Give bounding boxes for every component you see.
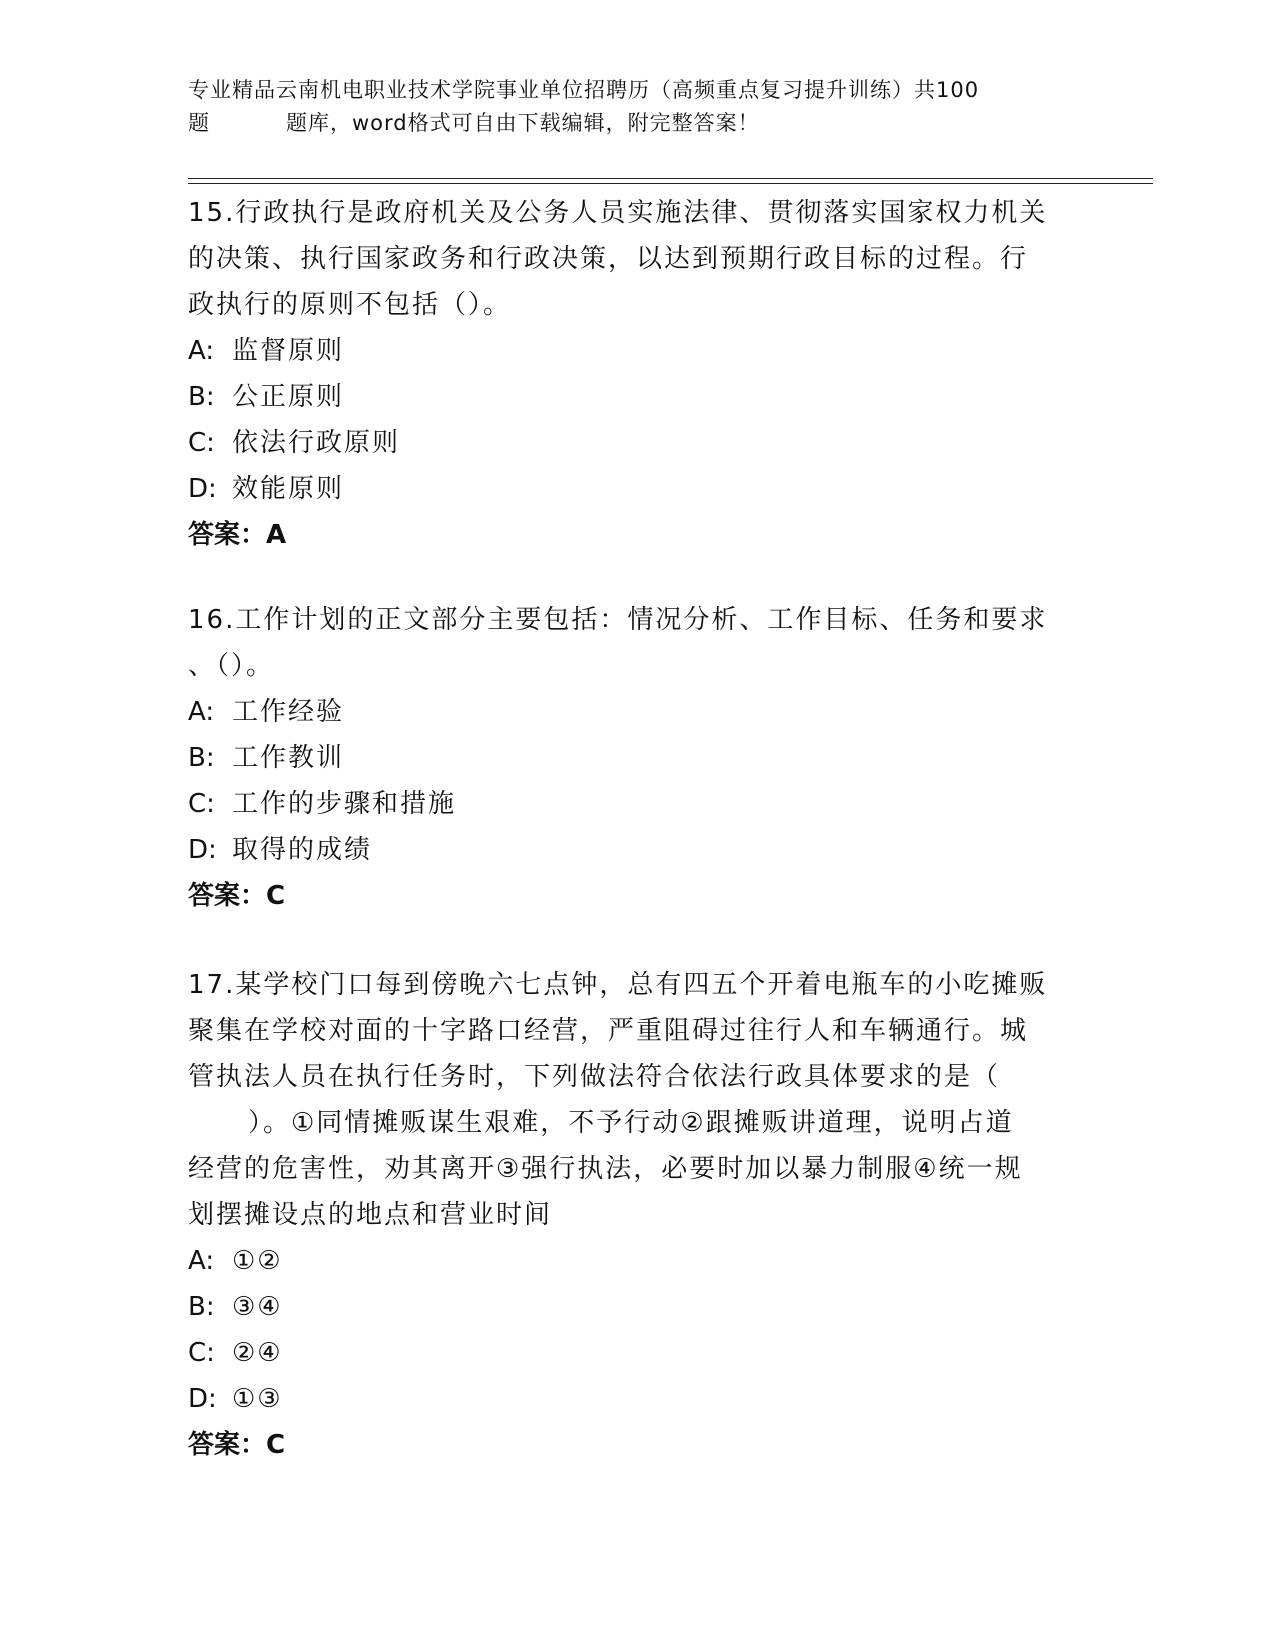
- option-d: [188, 1376, 1088, 1422]
- question-text-line: 经营的危害性，劝其离开③强行执法，必要时加以暴力制服④统一规: [188, 1154, 1023, 1184]
- option-c: [188, 781, 1088, 827]
- document-header: [188, 74, 1088, 140]
- option-text: ③④: [232, 1292, 283, 1322]
- question-text-line: 17.某学校门口每到傍晚六七点钟，总有四五个开着电瓶车的小吃摊贩: [188, 970, 1048, 1000]
- header-title-line1: 专业精品云南机电职业技术学院事业单位招聘历（高频重点复习提升训练）共100: [188, 78, 980, 102]
- header-title-line2: [188, 107, 1088, 140]
- answer-line: 答案：C: [188, 881, 286, 911]
- option-key: A:: [188, 1246, 215, 1276]
- question-text-line: 15.行政执行是政府机关及公务人员实施法律、贯彻落实国家权力机关: [188, 198, 1048, 228]
- option-text: 公正原则: [232, 382, 345, 412]
- option-b: [188, 374, 1088, 420]
- option-key: D:: [188, 1384, 217, 1414]
- question-text-line: 管执法人员在执行任务时，下列做法符合依法行政具体要求的是（: [188, 1062, 1001, 1092]
- option-b: [188, 735, 1088, 781]
- option-text: 工作教训: [232, 743, 345, 773]
- option-key: A:: [188, 336, 215, 366]
- question-text-line: 划摆摊设点的地点和营业时间: [188, 1200, 553, 1230]
- header-divider-bottom: [188, 183, 1153, 184]
- option-a: [188, 1238, 1088, 1284]
- option-c: [188, 1330, 1088, 1376]
- option-key: B:: [188, 382, 215, 412]
- option-key: D:: [188, 474, 217, 504]
- option-text: 效能原则: [232, 474, 345, 504]
- option-text: ①③: [232, 1384, 283, 1414]
- option-a: [188, 689, 1088, 735]
- question-15: [188, 190, 1088, 558]
- option-text: 工作的步骤和措施: [232, 789, 457, 819]
- option-key: C:: [188, 1338, 215, 1368]
- question-text-line: 聚集在学校对面的十字路口经营，严重阻碍过往行人和车辆通行。城: [188, 1016, 1029, 1046]
- option-key: C:: [188, 789, 215, 819]
- option-key: B:: [188, 1292, 215, 1322]
- question-text-fragment: ）。①同情摊贩谋生艰难，不予行动②跟摊贩讲道理，说明占道: [248, 1108, 1014, 1138]
- option-key: D:: [188, 835, 217, 865]
- option-text: 监督原则: [232, 336, 345, 366]
- option-text: 工作经验: [232, 697, 345, 727]
- option-b: [188, 1284, 1088, 1330]
- option-text: ①②: [232, 1246, 283, 1276]
- question-text-line: 的决策、执行国家政务和行政决策，以达到预期行政目标的过程。行: [188, 244, 1029, 274]
- header-title-line2-right: 题库，word格式可自由下载编辑，附完整答案！: [286, 111, 760, 135]
- answer-line: 答案：C: [188, 1430, 286, 1460]
- option-a: [188, 328, 1088, 374]
- question-17: [188, 962, 1088, 1468]
- option-text: 取得的成绩: [232, 835, 373, 865]
- option-key: A:: [188, 697, 215, 727]
- question-16: [188, 597, 1088, 919]
- option-text: ②④: [232, 1338, 283, 1368]
- header-divider-top: [188, 178, 1153, 179]
- option-c: [188, 420, 1088, 466]
- option-d: [188, 827, 1088, 873]
- option-text: 依法行政原则: [232, 428, 401, 458]
- option-key: C:: [188, 428, 215, 458]
- question-text-line: 、（）。: [188, 651, 275, 681]
- option-key: B:: [188, 743, 215, 773]
- question-text-line-indented: [188, 1100, 1088, 1146]
- option-d: [188, 466, 1088, 512]
- answer-line: 答案：A: [188, 520, 287, 550]
- question-text-line: 政执行的原则不包括（）。: [188, 290, 512, 320]
- header-title-line2-left: 题: [188, 111, 210, 135]
- question-text-line: 16.工作计划的正文部分主要包括：情况分析、工作目标、任务和要求: [188, 605, 1048, 635]
